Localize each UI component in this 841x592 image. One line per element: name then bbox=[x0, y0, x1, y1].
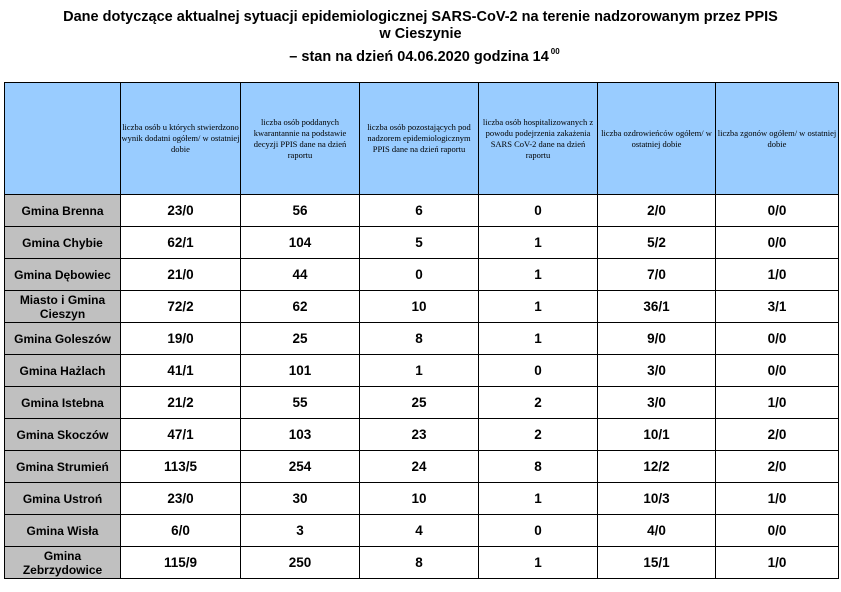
value-cell: 12/2 bbox=[598, 451, 716, 483]
value-cell: 0/0 bbox=[716, 355, 839, 387]
table-row bbox=[5, 419, 839, 451]
value-cell: 1 bbox=[479, 547, 598, 579]
value-cell: 1 bbox=[479, 483, 598, 515]
value-cell: 9/0 bbox=[598, 323, 716, 355]
value-cell: 2 bbox=[479, 419, 598, 451]
value-cell: 0/0 bbox=[716, 195, 839, 227]
value-cell: 3/1 bbox=[716, 291, 839, 323]
value-cell: 23/0 bbox=[121, 483, 241, 515]
value-cell: 4 bbox=[360, 515, 479, 547]
value-cell: 41/1 bbox=[121, 355, 241, 387]
value-cell: 6 bbox=[360, 195, 479, 227]
value-cell: 2/0 bbox=[598, 195, 716, 227]
value-cell: 36/1 bbox=[598, 291, 716, 323]
table-row bbox=[5, 355, 839, 387]
table-row bbox=[5, 323, 839, 355]
value-cell: 0 bbox=[479, 355, 598, 387]
municipality-name: Miasto i Gmina Cieszyn bbox=[5, 291, 121, 323]
value-cell: 1 bbox=[479, 323, 598, 355]
title-line-1: Dane dotyczące aktualnej sytuacji epidemiologicznej SARS-CoV-2 na terenie nadzorowanym przez PPIS bbox=[63, 9, 778, 25]
value-cell: 115/9 bbox=[121, 547, 241, 579]
value-cell: 0/0 bbox=[716, 227, 839, 259]
municipality-name: Gmina Ustroń bbox=[5, 483, 121, 515]
value-cell: 62 bbox=[241, 291, 360, 323]
table-body bbox=[5, 195, 839, 579]
value-cell: 3/0 bbox=[598, 355, 716, 387]
value-cell: 15/1 bbox=[598, 547, 716, 579]
value-cell: 10 bbox=[360, 291, 479, 323]
value-cell: 1/0 bbox=[716, 387, 839, 419]
value-cell: 10 bbox=[360, 483, 479, 515]
table-row bbox=[5, 291, 839, 323]
column-header: liczba osób pozostających pod nadzorem epidemiologicznym PPIS dane na dzień raportu bbox=[360, 83, 479, 195]
value-cell: 55 bbox=[241, 387, 360, 419]
value-cell: 25 bbox=[241, 323, 360, 355]
value-cell: 2/0 bbox=[716, 451, 839, 483]
value-cell: 104 bbox=[241, 227, 360, 259]
municipality-name: Gmina Istebna bbox=[5, 387, 121, 419]
value-cell: 21/0 bbox=[121, 259, 241, 291]
value-cell: 19/0 bbox=[121, 323, 241, 355]
value-cell: 10/1 bbox=[598, 419, 716, 451]
value-cell: 47/1 bbox=[121, 419, 241, 451]
table-row bbox=[5, 195, 839, 227]
report-title bbox=[0, 9, 841, 66]
value-cell: 0/0 bbox=[716, 323, 839, 355]
value-cell: 0 bbox=[360, 259, 479, 291]
table-row bbox=[5, 259, 839, 291]
value-cell: 1 bbox=[360, 355, 479, 387]
municipality-name: Gmina Skoczów bbox=[5, 419, 121, 451]
column-header: liczba ozdrowieńców ogółem/ w ostatniej dobie bbox=[598, 83, 716, 195]
municipality-name: Gmina Wisła bbox=[5, 515, 121, 547]
column-header: liczba osób hospitalizowanych z powodu podejrzenia zakażenia SARS CoV-2 dane na dzień raportu bbox=[479, 83, 598, 195]
value-cell: 3 bbox=[241, 515, 360, 547]
value-cell: 30 bbox=[241, 483, 360, 515]
value-cell: 56 bbox=[241, 195, 360, 227]
value-cell: 1 bbox=[479, 227, 598, 259]
value-cell: 24 bbox=[360, 451, 479, 483]
column-header: liczba osób poddanych kwarantannie na podstawie decyzji PPIS dane na dzień raportu bbox=[241, 83, 360, 195]
value-cell: 10/3 bbox=[598, 483, 716, 515]
municipality-name: Gmina Zebrzydowice bbox=[5, 547, 121, 579]
table-row bbox=[5, 451, 839, 483]
value-cell: 250 bbox=[241, 547, 360, 579]
value-cell: 103 bbox=[241, 419, 360, 451]
value-cell: 44 bbox=[241, 259, 360, 291]
title-line-3 bbox=[8, 43, 841, 66]
column-header: liczba osób u których stwierdzono wynik dodatni ogółem/ w ostatniej dobie bbox=[121, 83, 241, 195]
value-cell: 72/2 bbox=[121, 291, 241, 323]
value-cell: 4/0 bbox=[598, 515, 716, 547]
header-row bbox=[5, 83, 839, 195]
table-row bbox=[5, 547, 839, 579]
municipality-name: Gmina Chybie bbox=[5, 227, 121, 259]
value-cell: 23 bbox=[360, 419, 479, 451]
municipality-name: Gmina Brenna bbox=[5, 195, 121, 227]
value-cell: 1 bbox=[479, 291, 598, 323]
value-cell: 0 bbox=[479, 515, 598, 547]
value-cell: 0/0 bbox=[716, 515, 839, 547]
value-cell: 2/0 bbox=[716, 419, 839, 451]
value-cell: 3/0 bbox=[598, 387, 716, 419]
value-cell: 1/0 bbox=[716, 547, 839, 579]
municipality-name: Gmina Goleszów bbox=[5, 323, 121, 355]
value-cell: 101 bbox=[241, 355, 360, 387]
column-header: liczba zgonów ogółem/ w ostatniej dobie bbox=[716, 83, 839, 195]
table-row bbox=[5, 387, 839, 419]
table-row bbox=[5, 515, 839, 547]
table-row bbox=[5, 483, 839, 515]
value-cell: 8 bbox=[360, 547, 479, 579]
value-cell: 1/0 bbox=[716, 483, 839, 515]
value-cell: 25 bbox=[360, 387, 479, 419]
value-cell: 8 bbox=[360, 323, 479, 355]
time-superscript: 00 bbox=[550, 47, 560, 56]
value-cell: 254 bbox=[241, 451, 360, 483]
municipality-name: Gmina Hażlach bbox=[5, 355, 121, 387]
value-cell: 62/1 bbox=[121, 227, 241, 259]
value-cell: 5/2 bbox=[598, 227, 716, 259]
table-row bbox=[5, 227, 839, 259]
value-cell: 113/5 bbox=[121, 451, 241, 483]
value-cell: 21/2 bbox=[121, 387, 241, 419]
value-cell: 2 bbox=[479, 387, 598, 419]
value-cell: 6/0 bbox=[121, 515, 241, 547]
report-date-text: – stan na dzień 04.06.2020 godzina 14 bbox=[289, 49, 549, 65]
municipality-name: Gmina Strumień bbox=[5, 451, 121, 483]
value-cell: 1 bbox=[479, 259, 598, 291]
value-cell: 0 bbox=[479, 195, 598, 227]
value-cell: 7/0 bbox=[598, 259, 716, 291]
value-cell: 1/0 bbox=[716, 259, 839, 291]
value-cell: 8 bbox=[479, 451, 598, 483]
epidemiological-data-table bbox=[4, 82, 839, 579]
header-corner-cell bbox=[5, 83, 121, 195]
value-cell: 23/0 bbox=[121, 195, 241, 227]
title-line-2: w Cieszynie bbox=[379, 26, 462, 42]
municipality-name: Gmina Dębowiec bbox=[5, 259, 121, 291]
value-cell: 5 bbox=[360, 227, 479, 259]
